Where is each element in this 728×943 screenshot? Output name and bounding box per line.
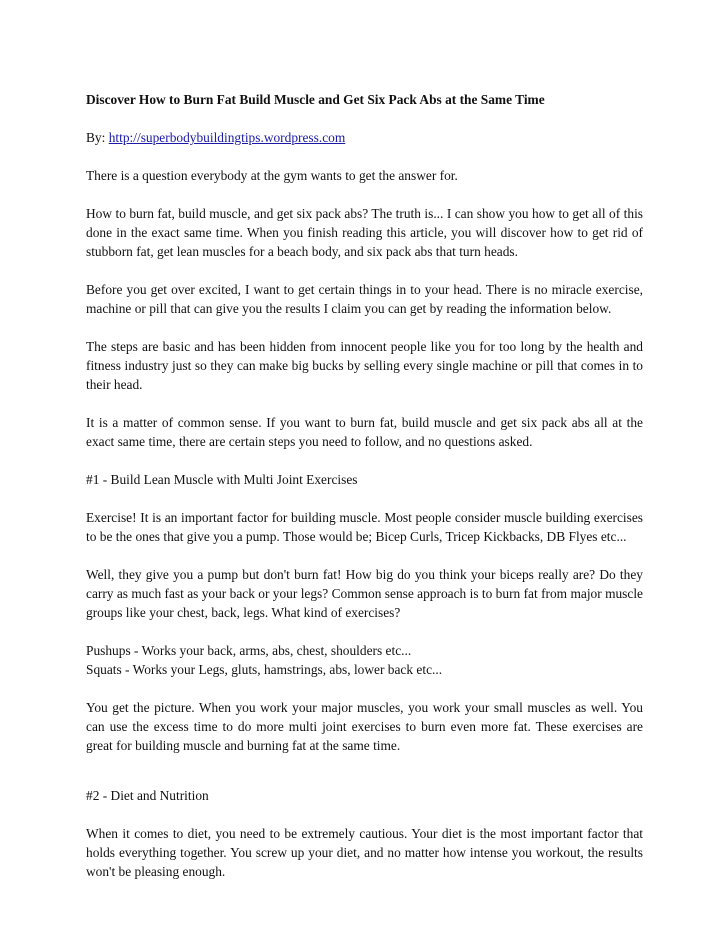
paragraph-pump: Well, they give you a pump but don't burn fat! How big do you think your biceps really are? Do they carry as much fast as your back or your legs? Common sense approach is to burn fat from major muscle groups like your chest, back, legs. What kind of exercises?: [86, 567, 643, 620]
paragraph-question: How to burn fat, build muscle, and get six pack abs? The truth is... I can show you how to get all of this done in the exact same time. When you finish reading this article, you will discover how to get rid of stubborn fat, get lean muscles for a beach body, and six pack abs that turn heads.: [86, 206, 643, 259]
paragraph-steps: The steps are basic and has been hidden from innocent people like you for too long by the health and fitness industry just so they can make big bucks by selling every single machine or pill that comes in to their head.: [86, 339, 643, 392]
paragraph-no-miracle: Before you get over excited, I want to get certain things in to your head. There is no miracle exercise, machine or pill that can give you the results I claim you can get by reading the information below.: [86, 282, 643, 316]
paragraph-intro: There is a question everybody at the gym wants to get the answer for.: [86, 168, 458, 183]
section-heading-1: #1 - Build Lean Muscle with Multi Joint Exercises: [86, 472, 358, 487]
list-item-squats: Squats - Works your Legs, gluts, hamstrings, abs, lower back etc...: [86, 662, 443, 677]
byline: [86, 128, 643, 147]
paragraph-exercise: Exercise! It is an important factor for building muscle. Most people consider muscle building exercises to be the ones that give you a pump. Those would be; Bicep Curls, Tricep Kickbacks, DB Flyes etc...: [86, 510, 643, 544]
exercise-list: [86, 641, 643, 679]
paragraph-diet: When it comes to diet, you need to be extremely cautious. Your diet is the most important factor that holds everything together. You screw up your diet, and no matter how intense you workout, the results won't be pleasing enough.: [86, 826, 643, 879]
document-title: Discover How to Burn Fat Build Muscle and Get Six Pack Abs at the Same Time: [86, 92, 545, 107]
paragraph-common-sense: It is a matter of common sense. If you want to burn fat, build muscle and get six pack abs all at the exact same time, there are certain steps you need to follow, and no questions asked.: [86, 415, 643, 449]
paragraph-picture: You get the picture. When you work your major muscles, you work your small muscles as well. You can use the excess time to do more multi joint exercises to burn even more fat. These exercises are great for building muscle and burning fat at the same time.: [86, 700, 643, 753]
list-item-pushups: Pushups - Works your back, arms, abs, chest, shoulders etc...: [86, 643, 412, 658]
section-heading-2: #2 - Diet and Nutrition: [86, 788, 209, 803]
byline-prefix: By:: [86, 130, 109, 145]
document-page: [86, 90, 643, 900]
author-link[interactable]: http://superbodybuildingtips.wordpress.com: [108, 130, 346, 145]
